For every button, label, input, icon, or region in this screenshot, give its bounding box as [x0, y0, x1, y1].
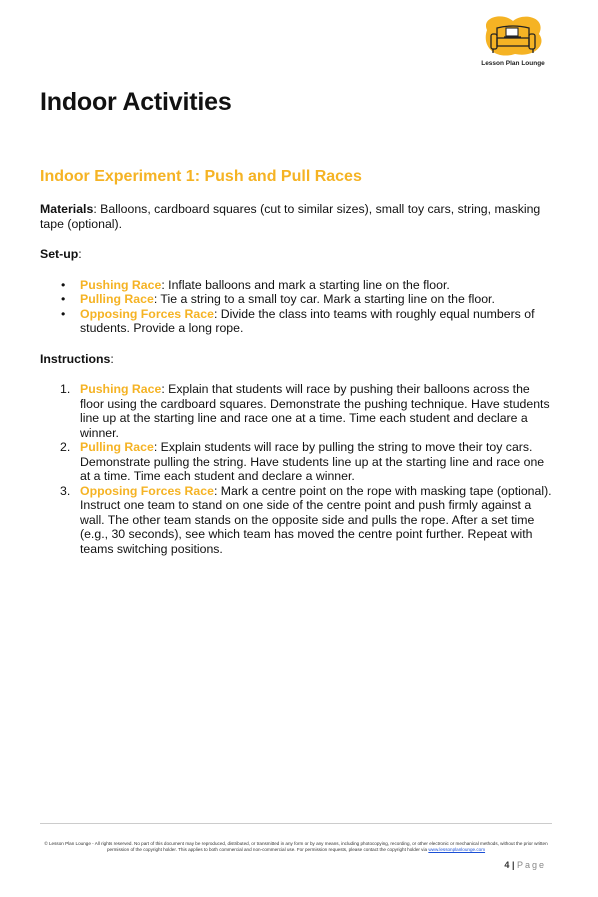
instructions-list — [40, 382, 552, 556]
setup-label: Set-up — [40, 247, 79, 261]
document-body — [40, 202, 552, 556]
list-item — [40, 307, 552, 336]
item-term: Opposing Forces Race — [80, 483, 214, 498]
item-term: Pushing Race — [80, 382, 162, 396]
instructions-heading: Instructions: — [40, 351, 114, 366]
materials-text: : Balloons, cardboard squares (cut to similar sizes), small toy cars, string, masking tape (optional). — [40, 202, 541, 231]
page-title: Indoor Activities — [40, 88, 232, 116]
list-item — [40, 382, 552, 440]
materials-label: Materials — [40, 202, 94, 216]
item-text: : Explain that students will race by pushing their balloons across the floor using the cardboard squares. Demonstrate the pushing technique. Have students line up at the starting line and race one at a time. Time each student and declare a winner. — [80, 382, 550, 440]
item-number: 1. — [60, 382, 71, 396]
page-number — [504, 860, 546, 870]
item-text: : Mark a centre point on the rope with masking tape (optional). Instruct one team to stand on one side of the centre point and push firmly against a wall. The other team stands on the opposite side and pulls the rope. After a set time (e.g., 30 seconds), see which team has moved the centre point further. Repeat with teams switching positions. — [80, 483, 552, 556]
item-term: Pushing Race — [80, 277, 162, 292]
page-number-value: 4 — [504, 860, 510, 870]
item-text: : Tie a string to a small toy car. Mark a starting line on the floor. — [153, 292, 495, 306]
item-text: : Explain students will race by pulling the string to move their toy cars. Demonstrate pulling the string. Have students line up at the starting line and race one at a time. Time each student and declare a winner. — [80, 440, 545, 483]
item-number: 2. — [60, 440, 71, 454]
page-word: Page — [516, 860, 546, 870]
list-item — [40, 484, 552, 557]
footer-divider — [40, 823, 552, 824]
setup-heading: Set-up: — [40, 247, 82, 261]
list-item — [40, 292, 552, 307]
sofa-laptop-icon — [477, 14, 549, 62]
item-term: Opposing Forces Race — [80, 306, 214, 321]
copyright-notice — [40, 841, 552, 853]
item-text: : Inflate balloons and mark a starting line on the floor. — [161, 277, 450, 292]
list-item — [40, 440, 552, 484]
item-term: Pulling Race — [80, 292, 154, 306]
item-term: Pulling Race — [80, 440, 154, 454]
logo-text: Lesson Plan Lounge — [481, 60, 545, 67]
section-title: Indoor Experiment 1: Push and Pull Races — [40, 168, 362, 185]
website-link[interactable]: www.lessonplanlounge.com — [428, 847, 486, 852]
brand-logo — [477, 14, 549, 72]
item-number: 3. — [60, 483, 71, 498]
item-text: : Divide the class into teams with roughly equal numbers of students. Provide a long rope. — [80, 306, 535, 335]
copyright-text: © Lesson Plan Lounge - All rights reserved. No part of this document may be reproduced, distributed, or transmitted in any form or by any means, including photocopying, recording, or other electronic or mechanical methods, without the prior written permission of the copyright holder. This applies to both commercial and non-commercial use. For permission requests, please contact the copyright holder via — [44, 841, 548, 852]
materials-paragraph — [40, 202, 552, 231]
page-separator: | — [509, 860, 517, 870]
instructions-label: Instructions — [40, 351, 111, 366]
list-item — [40, 278, 552, 293]
setup-list — [40, 278, 552, 336]
